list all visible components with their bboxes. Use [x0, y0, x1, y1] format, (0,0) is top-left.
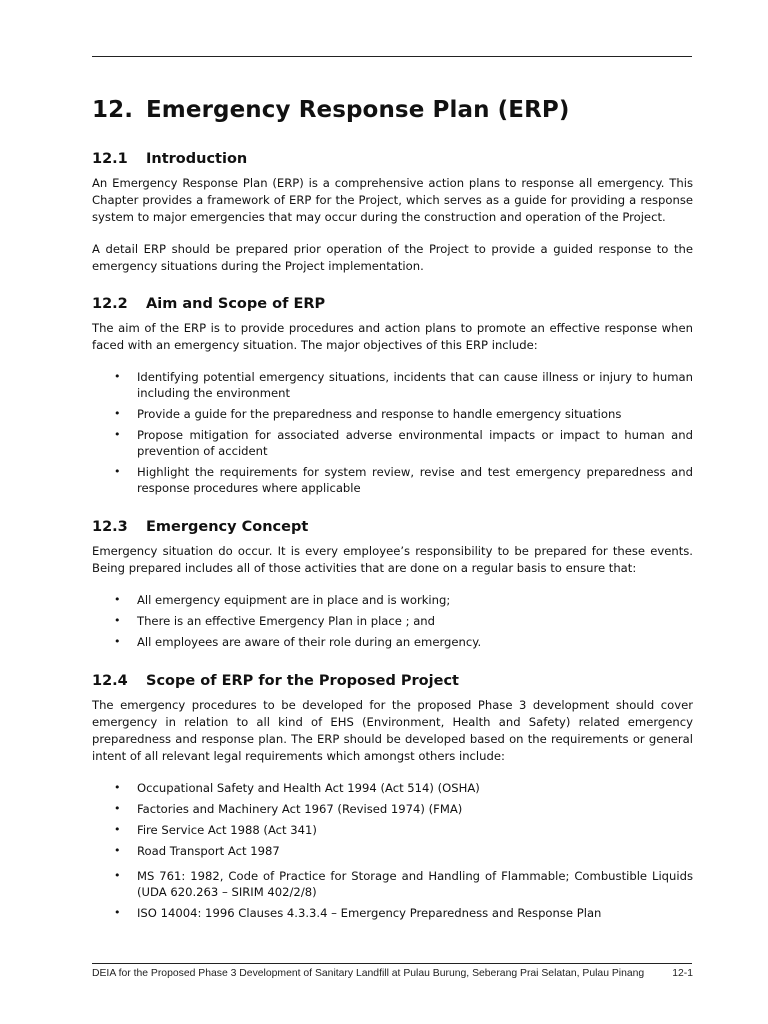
paragraph: The aim of the ERP is to provide procedures and action plans to promote an effective response when faced with an emergency situation. The major objectives of this ERP include:: [92, 321, 693, 352]
page-content: [92, 92, 693, 921]
list-item: • Factories and Machinery Act 1967 (Revised 1974) (FMA): [114, 802, 463, 816]
bullet-icon: •: [114, 906, 121, 919]
chapter-title-text: Emergency Response Plan (ERP): [146, 97, 570, 123]
bullet-icon: •: [114, 593, 121, 606]
list-item: • Propose mitigation for associated adverse environmental impacts or impact to human and prevention of accident: [114, 428, 693, 458]
paragraph: A detail ERP should be prepared prior operation of the Project to provide a guided response to the emergency situations during the Project implementation.: [92, 242, 693, 273]
bullet-icon: •: [114, 802, 121, 815]
bullet-icon: •: [114, 823, 121, 836]
page-number: 12-1: [672, 968, 693, 979]
chapter-number: 12.: [92, 97, 134, 123]
objectives-list: [92, 369, 693, 496]
footer-rule: [92, 963, 692, 964]
bullet-icon: •: [114, 428, 121, 441]
list-item: • Highlight the requirements for system review, revise and test emergency preparedness and response procedures where applicable: [114, 465, 693, 495]
page-footer: [92, 968, 693, 979]
section-heading-introduction: 12.1 Introduction: [92, 151, 248, 167]
bullet-icon: •: [114, 635, 121, 648]
bullet-icon: •: [114, 370, 121, 383]
bullet-icon: •: [114, 869, 121, 882]
header-rule: [92, 56, 692, 57]
chapter-title: [92, 92, 693, 128]
bullet-icon: •: [114, 781, 121, 794]
section-heading-aim-scope: 12.2 Aim and Scope of ERP: [92, 296, 326, 312]
list-item: • All emergency equipment are in place and is working;: [114, 593, 451, 607]
bullet-icon: •: [114, 844, 121, 857]
paragraph: Emergency situation do occur. It is every employee’s responsibility to be prepared for these events. Being prepared includes all of those activities that are done on a regular basis to ensure that:: [92, 544, 693, 575]
legal-requirements-list: [92, 780, 693, 921]
bullet-icon: •: [114, 465, 121, 478]
section-heading-scope-proposed-project: 12.4 Scope of ERP for the Proposed Project: [92, 673, 459, 689]
concept-list: [92, 592, 693, 650]
list-item: • Occupational Safety and Health Act 1994 (Act 514) (OSHA): [114, 781, 480, 795]
section-heading-emergency-concept: 12.3 Emergency Concept: [92, 519, 309, 535]
list-item: • Provide a guide for the preparedness and response to handle emergency situations: [114, 407, 622, 421]
bullet-icon: •: [114, 407, 121, 420]
footer-document-title: DEIA for the Proposed Phase 3 Development of Sanitary Landfill at Pulau Burung, Seberang Prai Selatan, Pulau Pinang: [92, 968, 645, 979]
paragraph: An Emergency Response Plan (ERP) is a comprehensive action plans to response all emergency. This Chapter provides a framework of ERP for the Project, which serves as a guide for providing a response system to major emergencies that may occur during the construction and operation of the Project.: [92, 176, 693, 224]
list-item: • All employees are aware of their role during an emergency.: [114, 635, 482, 649]
list-item: • Identifying potential emergency situations, incidents that can cause illness or injury to human including the environment: [114, 370, 693, 400]
list-item: • ISO 14004: 1996 Clauses 4.3.3.4 – Emergency Preparedness and Response Plan: [114, 906, 602, 920]
list-item: • Road Transport Act 1987: [114, 844, 280, 858]
list-item: • There is an effective Emergency Plan in place ; and: [114, 614, 436, 628]
bullet-icon: •: [114, 614, 121, 627]
list-item: • MS 761: 1982, Code of Practice for Storage and Handling of Flammable; Combustible Liquids (UDA 620.263 – SIRIM 402/2/8): [114, 869, 693, 899]
list-item: • Fire Service Act 1988 (Act 341): [114, 823, 317, 837]
paragraph: The emergency procedures to be developed for the proposed Phase 3 development should cover emergency in relation to all kind of EHS (Environment, Health and Safety) related emergency preparedness and response plan. The ERP should be developed based on the requirements or general intent of all relevant legal requirements which amongst others include:: [92, 698, 693, 763]
